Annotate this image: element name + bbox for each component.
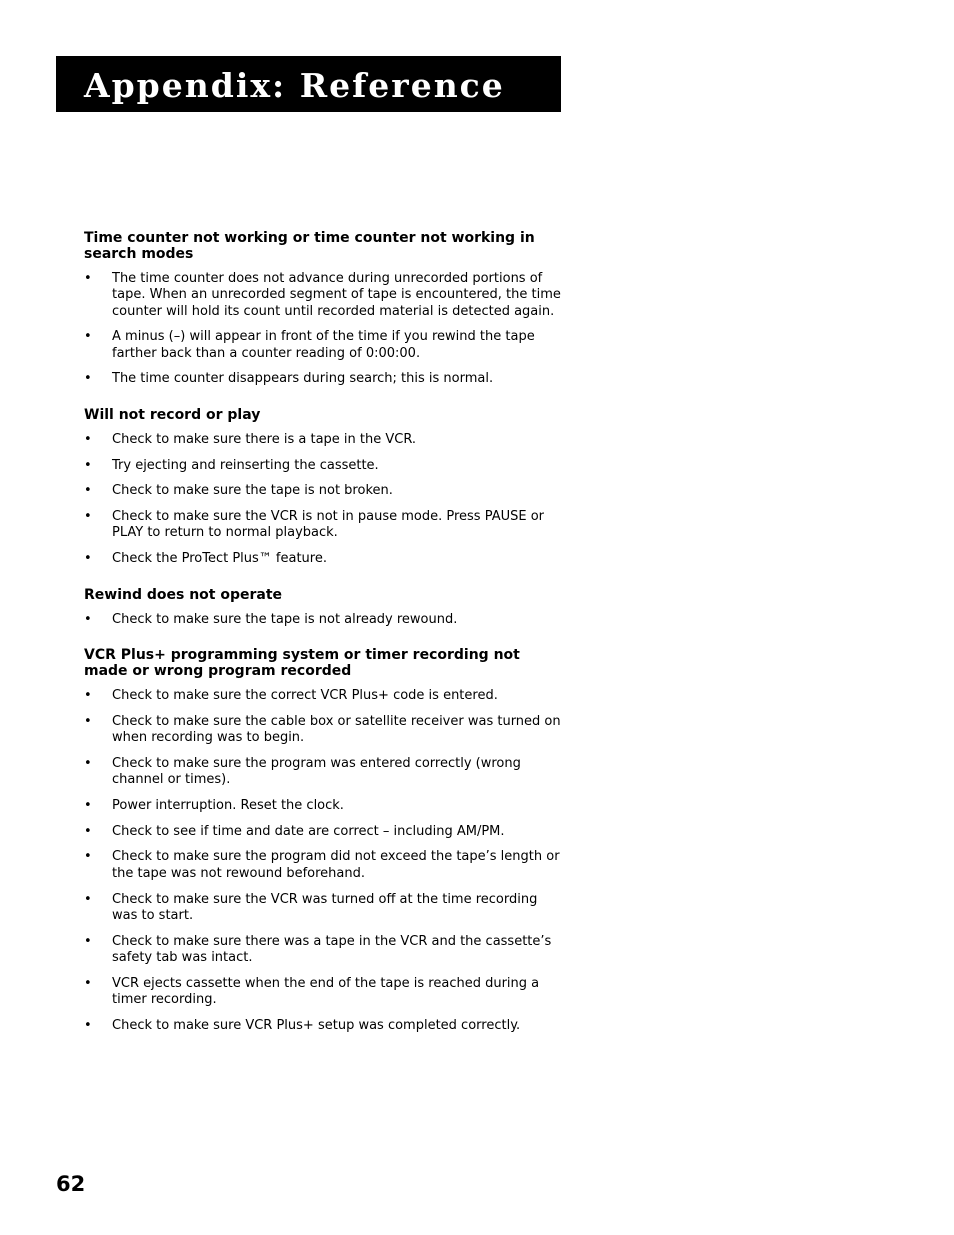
bullet-icon: • [84, 823, 92, 839]
item-text: Check to make sure the program was entered correctly (wrong channel or times). [112, 755, 521, 788]
bullet-icon: • [84, 371, 92, 387]
bullet-icon: • [84, 849, 92, 865]
header-bar [56, 56, 561, 112]
list-item [84, 714, 564, 747]
section-rewind [84, 587, 564, 628]
item-text: Check to make sure the VCR is not in pause mode. Press PAUSE or PLAY to return to normal playback. [112, 509, 545, 541]
troubleshooting-content [84, 230, 564, 1053]
item-text: Check to see if time and date are correct – including AM/PM. [112, 823, 505, 839]
item-text: Check to make sure there is a tape in the VCR. [112, 431, 417, 447]
list-item [84, 849, 564, 882]
list-item [84, 612, 564, 628]
item-text: Check to make sure the correct VCR Plus+ code is entered. [112, 687, 498, 703]
bullet-icon: • [84, 551, 92, 567]
list-item [84, 458, 564, 474]
item-text: A minus (–) will appear in front of the time if you rewind the tape farther back than a counter reading of 0:00:00. [112, 329, 535, 361]
list-item [84, 798, 564, 814]
bullet-icon: • [84, 713, 92, 729]
bullet-icon: • [84, 1017, 92, 1033]
bullet-icon: • [84, 933, 92, 949]
bullet-icon: • [84, 611, 92, 627]
list-item [84, 1018, 564, 1034]
list-item [84, 756, 564, 789]
item-text: Check to make sure VCR Plus+ setup was completed correctly. [112, 1017, 521, 1033]
section-record-play [84, 407, 564, 568]
page-number: 62 [56, 1172, 86, 1196]
list-item [84, 551, 564, 567]
item-text: Check to make sure the VCR was turned off at the time recording was to start. [112, 891, 538, 923]
bullet-icon: • [84, 755, 92, 771]
section-time-counter [84, 230, 564, 388]
item-text: Check the ProTect Plus™ feature. [112, 551, 327, 567]
item-text: The time counter does not advance during unrecorded portions of tape. When an unrecorded segment of tape is encountered, the time counter will hold its count until recorded material is detected again. [112, 271, 561, 319]
page-title: Appendix: Reference [84, 65, 505, 105]
item-text: VCR ejects cassette when the end of the tape is reached during a timer recording. [112, 975, 540, 1008]
list-item [84, 824, 564, 840]
bullet-icon: • [84, 457, 92, 473]
item-text: The time counter disappears during search; this is normal. [112, 371, 494, 387]
section-title: VCR Plus+ programming system or timer recording not made or wrong program recorded [84, 646, 520, 679]
list-item [84, 509, 564, 542]
item-text: Check to make sure the tape is not already rewound. [112, 611, 458, 627]
bullet-icon: • [84, 891, 92, 907]
list-item [84, 976, 564, 1009]
item-text: Check to make sure the cable box or satellite receiver was turned on when recording was to begin. [112, 713, 561, 745]
bullet-icon: • [84, 509, 92, 525]
list-item [84, 271, 564, 320]
section-title: Time counter not working or time counter not working in search modes [84, 230, 535, 262]
bullet-icon: • [84, 483, 92, 499]
section-title: Will not record or play [84, 406, 261, 423]
bullet-icon: • [84, 687, 92, 703]
list-item [84, 432, 564, 448]
list-item [84, 371, 564, 387]
bullet-icon: • [84, 797, 92, 813]
bullet-icon: • [84, 271, 92, 286]
list-item [84, 688, 564, 704]
bullet-icon: • [84, 329, 92, 345]
list-item [84, 483, 564, 499]
bullet-icon: • [84, 975, 92, 991]
section-vcr-plus [84, 647, 564, 1034]
list-item [84, 892, 564, 925]
item-text: Check to make sure the program did not exceed the tape’s length or the tape was not rewound beforehand. [112, 849, 560, 881]
item-text: Power interruption. Reset the clock. [112, 797, 344, 813]
item-text: Check to make sure there was a tape in the VCR and the cassette’s safety tab was intact. [112, 933, 552, 965]
item-text: Try ejecting and reinserting the cassette. [112, 457, 379, 473]
list-item [84, 329, 564, 362]
item-text: Check to make sure the tape is not broken. [112, 483, 393, 499]
section-title: Rewind does not operate [84, 586, 283, 603]
list-item [84, 934, 564, 967]
bullet-icon: • [84, 431, 92, 447]
